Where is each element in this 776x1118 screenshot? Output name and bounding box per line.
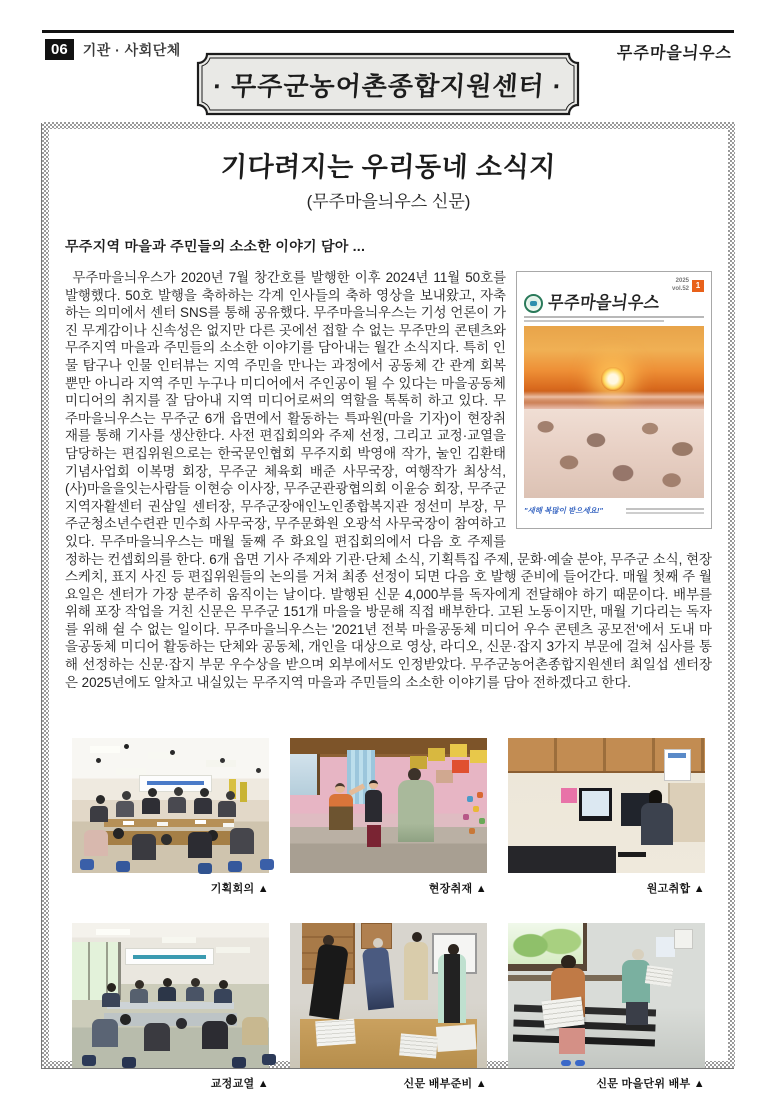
snowy-trees-shape	[524, 409, 704, 498]
photo-image	[72, 923, 269, 1068]
cover-top-row	[524, 278, 704, 293]
article-subtitle: (무주마을늬우스 신문)	[306, 192, 471, 211]
boxes-shape	[450, 744, 467, 757]
photo-caption: 신문 마을단위 배부 ▲	[596, 1078, 705, 1091]
article-title: 기다려지는 우리동네 소식지	[220, 152, 557, 182]
monitor-shape	[579, 788, 612, 820]
photo-distribution-prep	[290, 923, 487, 1091]
cover-greeting: "새해 복많이 받으세요!"	[524, 506, 603, 515]
sun-shape	[601, 367, 625, 391]
man-head-shape	[335, 783, 345, 793]
photo-grid	[65, 738, 712, 1091]
top-rule-divider	[42, 30, 734, 33]
person-head-shape	[412, 932, 422, 942]
cover-footer-row	[524, 502, 704, 520]
cover-microtext-line	[524, 320, 664, 322]
org-plaque-title: · 무주군농어촌종합지원센터 ·	[212, 70, 564, 101]
photo-image	[508, 738, 705, 873]
cover-masthead-title: 무주마을늬우스	[546, 293, 661, 313]
photo-image	[290, 923, 487, 1068]
foreground-people-shape	[84, 830, 108, 856]
people-heads-shape	[96, 795, 105, 804]
photo-caption: 기획회의 ▲	[210, 883, 269, 896]
newspaper-stacks-shape	[399, 1033, 438, 1058]
people-bodies-shape	[102, 993, 120, 1007]
cover-vol-number: vol.52	[671, 285, 689, 292]
ceiling-speakers-shape	[124, 744, 129, 749]
wall-posters-shape	[674, 929, 694, 949]
person-head-shape	[373, 938, 383, 948]
ceiling-lights-shape	[90, 746, 120, 753]
article-body-wrap	[65, 269, 712, 691]
cover-year: 2025	[675, 278, 689, 284]
reader-legs-shape	[559, 1028, 585, 1054]
calendar-shape	[664, 749, 692, 781]
banner-text-bar	[133, 955, 206, 959]
photo-image	[72, 738, 269, 873]
cover-credit-lines	[626, 508, 704, 510]
shelf-goods-shape	[477, 792, 483, 798]
article-content	[49, 129, 728, 1091]
wall-banner-shape	[139, 775, 212, 793]
wall-banner-shape	[125, 948, 214, 965]
pink-box-shape	[561, 788, 577, 803]
blue-chairs-shape	[80, 859, 94, 870]
window-shape	[290, 754, 320, 795]
newspaper-shape	[542, 996, 585, 1029]
blue-shoes-shape	[561, 1060, 571, 1066]
cover-emblem-icon	[524, 294, 543, 313]
reader-head-shape	[632, 949, 644, 960]
foreground-people-shape	[92, 1019, 118, 1047]
calendar-header-bar	[668, 753, 686, 758]
ceiling-lights-shape	[96, 929, 130, 935]
people-bodies-shape	[90, 806, 108, 822]
photo-caption: 현장취재 ▲	[428, 883, 487, 896]
cover-issue-badge: 1	[692, 280, 704, 292]
photo-village-distribution	[508, 923, 705, 1091]
cover-microtext-line	[524, 316, 704, 318]
person-body-shape	[404, 942, 428, 1000]
page-header-left	[45, 39, 181, 60]
man-body-shape	[329, 794, 353, 830]
photo-caption: 원고취합 ▲	[646, 883, 705, 896]
tables-shape	[107, 1002, 233, 1009]
photo-image	[290, 738, 487, 873]
org-plaque	[196, 52, 580, 116]
person-body-shape	[362, 947, 394, 1010]
cover-volume	[672, 278, 689, 293]
keyboard-shape	[618, 852, 646, 857]
woman-body-shape	[365, 790, 382, 822]
woman-legs-shape	[367, 825, 381, 847]
person-body-shape	[438, 954, 466, 1024]
reader-legs-shape	[626, 1002, 648, 1025]
article-box	[42, 122, 735, 1091]
photo-caption: 신문 배부준비 ▲	[403, 1078, 487, 1091]
page-number: 06	[45, 39, 74, 60]
windows-shape	[72, 942, 121, 1000]
reporter-head-shape	[408, 768, 421, 781]
monitor-screen	[582, 791, 609, 815]
reporter-hoodie-shape	[398, 780, 434, 842]
newspaper-masthead-logo: 무주마을늬우스	[615, 44, 733, 63]
partition-shape	[668, 783, 705, 842]
photo-manuscript-collection	[508, 738, 705, 896]
cover-masthead-row	[524, 294, 704, 313]
photo-image	[508, 923, 705, 1068]
newspaper-stacks-shape	[315, 1019, 356, 1046]
person-head-shape	[448, 944, 459, 955]
flags-shape	[229, 779, 236, 799]
newspaper-cover-figure	[516, 271, 712, 529]
woman-head-shape	[369, 780, 378, 789]
photo-proofreading	[72, 923, 269, 1091]
newspaper-shape	[645, 965, 673, 986]
cover-sunrise-photo	[524, 326, 704, 498]
worker-body-shape	[641, 803, 673, 845]
banner-text-bar	[147, 781, 204, 785]
article-lead: 무주지역 마을과 주민들의 소소한 이야기 담아 ...	[64, 238, 366, 254]
section-label: 기관 · 사회단체	[82, 41, 181, 58]
article-body-text: 무주마을늬우스가 2020년 7월 창간호를 발행한 이후 2024년 11월 50호를 발행했다. 50호 발행을 축하하는 각계 인사들의 축하 영상을 보내왔고, 자축하는 의미에서 센터 SNS를 통해 공유했다. 무주마을늬우스는 기성 언론이 가진 무게감이나 신속성은 없지만 다른 곳에선 접할 수 없는 무주만의 콘텐츠와 무주지역 마을과 주민들의 소소한 이야기를 담아내는 월간 소식지다. 특히 인물 탐구나 인물 인터뷰는 지역 주민을 만나는 과정에서 공동체 간 관계 회복뿐만 아니라 지역 주민 누구나 미디어에서 주인공이 될 수 있다는 마을공동체 미디어의 취지를 잘 담아내 지역 미디어로써의 역할을 톡톡히 하고 있다. 무주마을늬우스는 무주군 6개 읍면에서 활동하는 특파원(마을 기자)이 현장취재를 통해 기사를 생산한다. 사전 편집회의와 주제 선정, 그리고 교정·교열을 담당하는 편집위원으로는 한국문인협회 무주지회 박영애 작가, 눌인 김환태 기념사업회 이복명 회장, 무주군 체육회 배준 사무국장, 여행작가 최상석, (사)마을을잇는사람들 이현승 이사장, 무주군관광협의회 이윤승 회장, 무주군지역자활센터 권삼일 센터장, 무주군장애인노인종합복지관 정선미 부장, 무주군청소년수련관 민수희 사무국장, 무주문화원 오광석 사무국장이 참여하고 있다. 무주마을늬우스는 매월 둘째 주 화요일 편집회의에서 다음 호 주제를 정하는 컨셉회의를 한다. 6개 읍면 기사 주제와 기관·단체 소식, 기획특집 주제, 문화·예술 분야, 무주군 소식, 현장 스케치, 표지 사진 등 편집위원들의 논의를 거쳐 최종 선정이 되면 다음 호 발행 준비에 들어간다. 매월 첫째 주 월요일은 센터가 가장 분주히 움직이는 날이다. 발행된 신문 4,000부를 독자에게 전달해야 하기 때문이다. 배부를 위해 포장 작업을 거친 신문은 무주군 151개 마을을 방문해 직접 배부한다. 고된 노동이지만, 매월 기다리는 독자를 위해 쉴 수 없는 일이다. 무주마을늬우스는 '2021년 전북 마을공동체 미디어 우수 콘텐츠 공모전'에서 도내 마을공동체 미디어 활동하는 단체와 공동체, 개인을 대상으로 영상, 라디오, 신문·잡지 3가지 부문에 걸쳐 심사를 통해 선정하는 신문·잡지 부문 우수상을 받으며 외부에서도 인정받았다. 무주군농어촌종합지원센터 최일섭 센터장은 2025년에도 알차고 내실있는 무주지역 마을과 주민들의 소소한 이야기를 담아 전하겠다고 한다.	[65, 270, 712, 690]
cloud-haze-shape	[524, 391, 704, 403]
photo-field-reporting	[290, 738, 487, 896]
photo-caption: 교정교열 ▲	[210, 1078, 269, 1091]
chairs-shape	[82, 1055, 96, 1066]
desk-shape	[508, 846, 616, 873]
photo-planning-meeting	[72, 738, 269, 896]
papers-shape	[123, 821, 134, 825]
